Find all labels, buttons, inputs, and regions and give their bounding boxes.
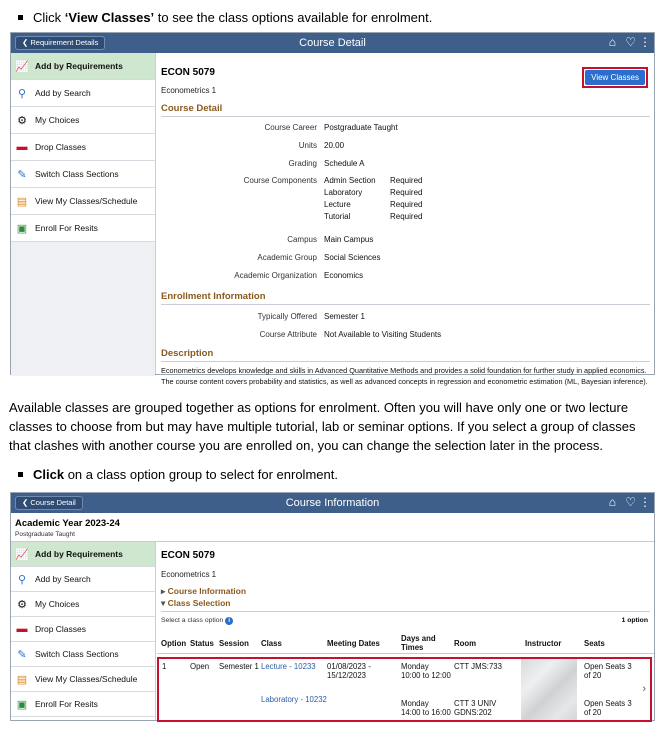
career-subtitle: Postgraduate Taught (15, 531, 75, 538)
back-button[interactable]: ❮ Course Detail (15, 496, 83, 510)
section-description: Description (161, 348, 650, 362)
component-status: Required (390, 200, 423, 209)
bell-icon[interactable]: ♡ (625, 35, 636, 49)
instructor-redacted (521, 659, 577, 720)
sidebar-item-enroll-for-resits[interactable]: ▣ Enroll For Resits (11, 692, 155, 717)
campus-label: Campus (287, 235, 317, 244)
instruction-click-option: Click on a class option group to select for enrolment. (18, 467, 338, 482)
meeting-dates-end: 15/12/2023 (327, 671, 367, 680)
chart-icon: 📈 (15, 60, 29, 73)
seats-laboratory: Open Seats 3 (584, 699, 632, 708)
typically-offered-value: Semester 1 (324, 312, 365, 321)
header-room: Room (454, 639, 477, 648)
header-days-times: Days and Times (401, 634, 436, 652)
times-lecture: 10:00 to 12:00 (401, 671, 451, 680)
bell-icon[interactable]: ♡ (625, 495, 636, 509)
gear-icon: ⚙ (17, 598, 27, 611)
header-option: Option (161, 639, 187, 648)
course-name: Econometrics 1 (161, 570, 217, 579)
enroll-icon: ▣ (16, 222, 28, 235)
instruction-bold: ‘View Classes’ (64, 10, 155, 25)
career-label: Course Career (264, 123, 317, 132)
class-selection-toggle[interactable]: ▾ Class Selection (161, 598, 650, 612)
option-number: 1 (162, 662, 167, 671)
sidebar-item-drop-classes[interactable]: ▬ Drop Classes (11, 134, 155, 161)
academic-group-label: Academic Group (257, 253, 317, 262)
typically-offered-label: Typically Offered (257, 312, 317, 321)
sidebar (11, 53, 156, 374)
sidebar-item-enroll-for-resits[interactable]: ▣ Enroll For Resits (11, 215, 155, 242)
sidebar-item-view-my-classes[interactable]: ▤ View My Classes/Schedule (11, 667, 155, 692)
description-text: Econometrics develops knowledge and skills in Advanced Quantitative Methods and provides a solid foundation for further study in applied economics. The course content covers probability and statistics, as well as advanced concepts in regression and econometric estimation (ML, Bayesian inference). (161, 366, 648, 386)
header-instructor: Instructor (525, 639, 562, 648)
sidebar-item-my-choices[interactable]: ⚙ My Choices (11, 107, 155, 134)
sidebar-filler (11, 242, 155, 376)
academic-group-value: Social Sciences (324, 253, 381, 262)
component-status: Required (390, 188, 423, 197)
academic-org-value: Economics (324, 271, 364, 280)
option-count: 1 option (621, 617, 648, 624)
header-session: Session (219, 639, 249, 648)
academic-year: Academic Year 2023-24 (15, 518, 120, 529)
seats-lecture: Open Seats 3 (584, 662, 632, 671)
top-bar (11, 493, 654, 513)
header-meeting-dates: Meeting Dates (327, 639, 380, 648)
caret-down-icon: ▾ (161, 598, 166, 608)
info-icon[interactable]: i (225, 617, 233, 625)
grading-label: Grading (288, 159, 317, 168)
course-detail-main (157, 53, 654, 386)
caret-right-icon: ▸ (161, 586, 166, 596)
sidebar-item-view-my-classes[interactable]: ▤ View My Classes/Schedule (11, 188, 155, 215)
units-label: Units (298, 141, 317, 150)
class-option-row[interactable] (157, 657, 652, 722)
sidebar-item-drop-classes[interactable]: ▬ Drop Classes (11, 617, 155, 642)
calendar-icon: ▤ (16, 195, 28, 208)
academic-org-label: Academic Organization (234, 271, 317, 280)
bullet-icon (18, 15, 23, 20)
career-value: Postgraduate Taught (324, 123, 398, 132)
page-title: Course Detail (299, 37, 366, 49)
home-icon[interactable]: ⌂ (608, 495, 616, 509)
component-name: Admin Section (324, 176, 376, 185)
component-status: Required (390, 212, 423, 221)
course-attribute-value: Not Available to Visiting Students (324, 330, 442, 339)
sidebar-item-add-by-requirements[interactable]: 📈 Add by Requirements (11, 542, 155, 567)
edit-icon: ✎ (17, 648, 27, 661)
room-laboratory: CTT 3 UNIV (454, 699, 497, 708)
course-information-toggle[interactable]: ▸ Course Information (161, 586, 247, 596)
course-detail-screenshot (10, 32, 655, 386)
component-name: Laboratory (324, 188, 363, 197)
table-header (157, 630, 654, 654)
sidebar-item-my-choices[interactable]: ⚙ My Choices (11, 592, 155, 617)
section-enrollment-information: Enrollment Information (161, 291, 650, 305)
more-icon[interactable]: ⋮ (639, 35, 651, 49)
course-attribute-label: Course Attribute (259, 330, 317, 339)
meeting-dates-start: 01/08/2023 - (327, 662, 371, 671)
top-bar (11, 33, 654, 53)
drop-icon: ▬ (16, 623, 28, 635)
course-information-main (157, 542, 654, 720)
page-title: Course Information (285, 497, 380, 509)
option-session: Semester 1 (219, 662, 259, 671)
section-course-detail: Course Detail (161, 103, 650, 117)
course-code: ECON 5079 (161, 550, 215, 561)
header-status: Status (190, 639, 214, 648)
components-label: Course Components (243, 176, 317, 185)
grading-value: Schedule A (324, 159, 365, 168)
sidebar-item-add-by-requirements[interactable]: 📈 Add by Requirements (11, 53, 155, 80)
more-icon[interactable]: ⋮ (639, 495, 651, 509)
header-class: Class (261, 639, 282, 648)
explanation-paragraph: Available classes are grouped together as options for enrolment. Often you will have only one or two lecture classes to choose from but may have multiple tutorial, lab or seminar options. If you select a group of classes that clashes with another course you are enrolled on, you can change the selection later in the process. (9, 400, 636, 453)
chart-icon: 📈 (15, 548, 29, 561)
campus-value: Main Campus (324, 235, 374, 244)
calendar-icon: ▤ (16, 673, 28, 686)
course-information-screenshot (10, 492, 655, 721)
seats-laboratory-total: of 20 (584, 708, 602, 717)
days-laboratory: Monday (401, 699, 429, 708)
view-classes-highlight (582, 67, 648, 88)
enroll-icon: ▣ (16, 698, 28, 711)
search-icon: ⚲ (17, 573, 27, 586)
instruction-view-classes: Click ‘View Classes’ to see the class options available for enrolment. (18, 10, 432, 25)
sidebar (11, 542, 156, 720)
seats-lecture-total: of 20 (584, 671, 602, 680)
chevron-right-icon[interactable]: › (642, 683, 646, 695)
instruction-bold: Click (33, 467, 65, 482)
room-laboratory-line2: GDNS:202 (454, 708, 492, 717)
back-button[interactable]: ❮ Requirement Details (15, 36, 105, 50)
class-link-laboratory[interactable]: Laboratory - 10232 (261, 695, 327, 704)
course-name: Econometrics 1 (161, 86, 217, 95)
search-icon: ⚲ (17, 87, 27, 100)
room-lecture: CTT JMS:733 (454, 662, 502, 671)
edit-icon: ✎ (17, 168, 27, 181)
units-value: 20.00 (324, 141, 345, 150)
sidebar-item-add-by-search[interactable]: ⚲ Add by Search (11, 80, 155, 107)
academic-year-bar (11, 513, 654, 542)
class-link-lecture[interactable]: Lecture - 10233 (261, 662, 316, 671)
home-icon[interactable]: ⌂ (608, 35, 616, 49)
sidebar-item-switch-class-sections[interactable]: ✎ Switch Class Sections (11, 161, 155, 188)
course-code: ECON 5079 (161, 67, 215, 78)
component-status: Required (390, 176, 423, 185)
bullet-icon (18, 472, 23, 477)
component-name: Tutorial (324, 212, 351, 221)
times-laboratory: 14:00 to 16:00 (401, 708, 451, 717)
option-status: Open (190, 662, 210, 671)
sidebar-item-add-by-search[interactable]: ⚲ Add by Search (11, 567, 155, 592)
sidebar-item-switch-class-sections[interactable]: ✎ Switch Class Sections (11, 642, 155, 667)
select-prompt: Select a class option i (161, 617, 233, 625)
days-lecture: Monday (401, 662, 429, 671)
gear-icon: ⚙ (17, 114, 27, 127)
view-classes-button[interactable]: View Classes (585, 70, 645, 85)
header-seats: Seats (584, 639, 605, 648)
component-name: Lecture (324, 200, 351, 209)
drop-icon: ▬ (16, 141, 28, 153)
